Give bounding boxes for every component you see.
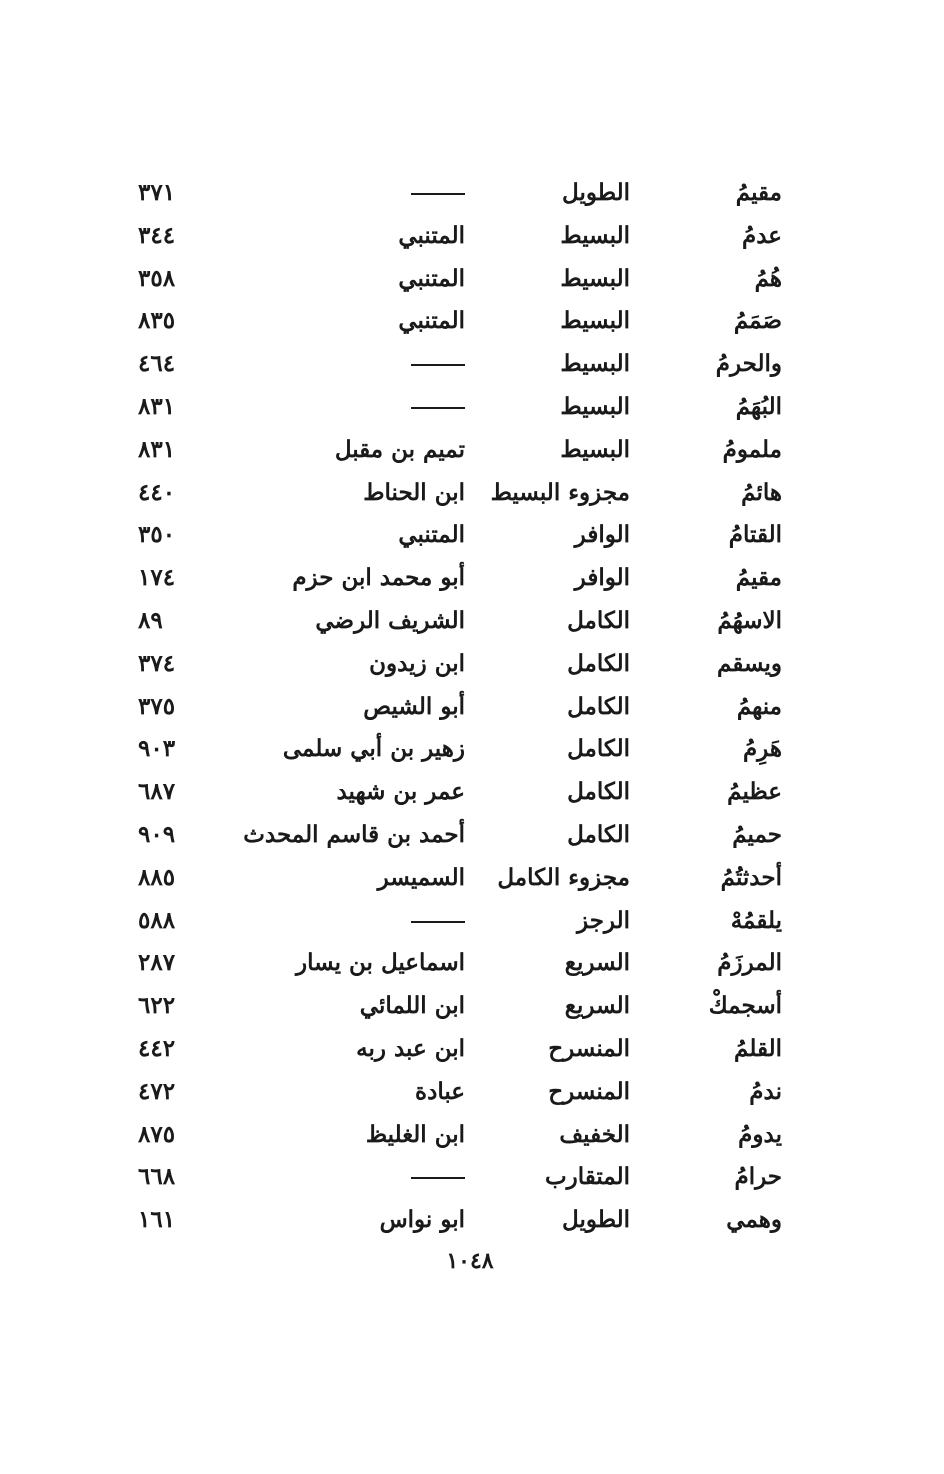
unknown-poet-dash: [411, 193, 465, 195]
page-reference: ٣٥٨: [138, 264, 176, 292]
page-reference: ٣٥٠: [138, 521, 176, 549]
poet-name: ابن عبد ربه: [356, 1034, 465, 1062]
meter-name: الطويل: [562, 179, 630, 206]
rhyme-word: ندمُ: [749, 1077, 782, 1105]
page-reference: ٨٣٥: [138, 307, 176, 335]
table-row: [120, 942, 800, 985]
meter-name: الرجز: [577, 906, 630, 934]
meter-name: الكامل: [567, 606, 630, 634]
poet-name: [235, 172, 465, 215]
page-reference: ٣٧٥: [138, 692, 176, 720]
poet-name: ابن زيدون: [369, 649, 465, 677]
page-reference: ٨٨٥: [138, 863, 176, 891]
meter-name: البسيط: [560, 307, 630, 335]
page-reference: ٢٨٧: [138, 949, 176, 977]
table-row: [120, 686, 800, 729]
table-row: [120, 1199, 800, 1242]
rhyme-word: القتامُ: [728, 521, 782, 549]
poet-name: [235, 1156, 465, 1199]
poet-name: [235, 900, 465, 943]
page-reference: ١٦١: [138, 1206, 176, 1234]
rhyme-word: المرزَمُ: [717, 949, 782, 977]
meter-name: البسيط: [560, 221, 630, 249]
meter-name: الوافر: [574, 521, 630, 549]
page-reference: ٨٣١: [138, 435, 176, 463]
table-row: [120, 1156, 800, 1199]
meter-name: الطويل: [562, 1206, 630, 1234]
rhyme-word: أحدثتُمُ: [720, 863, 782, 891]
table-row: [120, 600, 800, 643]
page-reference: ٤٤٢: [138, 1034, 176, 1062]
unknown-poet-dash: [411, 364, 465, 366]
rhyme-word: والحرمُ: [715, 350, 782, 378]
table-row: [120, 215, 800, 258]
page-reference: ٦٦٨: [138, 1163, 176, 1191]
poet-name: المتنبي: [398, 221, 465, 249]
page-reference: ٩٠٣: [138, 735, 176, 763]
meter-name: البسيط: [560, 264, 630, 292]
poet-name: ابو نواس: [379, 1206, 465, 1234]
rhyme-index-table: [120, 172, 800, 1242]
meter-name: مجزوء الكامل: [497, 863, 630, 891]
table-row: [120, 514, 800, 557]
table-row: [120, 728, 800, 771]
table-row: [120, 857, 800, 900]
poet-name: تميم بن مقبل: [334, 435, 465, 463]
poet-name: عمر بن شهيد: [336, 778, 465, 806]
poet-name: السميسر: [377, 863, 465, 891]
meter-name: المنسرح: [548, 1034, 630, 1062]
poet-name: أبو محمد ابن حزم: [292, 564, 465, 592]
poet-name: ابن الغليظ: [365, 1120, 465, 1148]
poet-name: اسماعيل بن يسار: [295, 949, 465, 977]
poet-name: زهير بن أبي سلمى: [282, 735, 465, 763]
meter-name: البسيط: [560, 435, 630, 463]
rhyme-word: ويسقم: [717, 649, 782, 677]
poet-name: أبو الشيص: [363, 692, 465, 720]
page-reference: ٩٠٩: [138, 820, 176, 848]
meter-name: السريع: [564, 992, 630, 1020]
table-row: [120, 300, 800, 343]
meter-name: الكامل: [567, 692, 630, 720]
rhyme-word: ملمومُ: [722, 435, 782, 463]
meter-name: الكامل: [567, 735, 630, 763]
meter-name: الكامل: [567, 820, 630, 848]
page-reference: ٨٩: [138, 606, 163, 634]
page-reference: ٦٨٧: [138, 778, 176, 806]
rhyme-word: حرامُ: [734, 1163, 782, 1191]
rhyme-word: وهمي: [726, 1206, 782, 1234]
table-row: [120, 386, 800, 429]
page-reference: ٨٣١: [138, 392, 176, 420]
page-reference: ٤٧٢: [138, 1077, 176, 1105]
rhyme-word: البُهَمُ: [735, 392, 782, 420]
rhyme-word: منهمُ: [736, 692, 782, 720]
page-reference: ٤٤٠: [138, 478, 176, 506]
poet-name: [235, 386, 465, 429]
table-row: [120, 900, 800, 943]
meter-name: الخفيف: [559, 1120, 630, 1148]
page-reference: ٣٧١: [138, 179, 176, 206]
unknown-poet-dash: [411, 921, 465, 923]
table-row: [120, 1114, 800, 1157]
table-row: [120, 172, 800, 215]
table-row: [120, 258, 800, 301]
rhyme-word: يدومُ: [738, 1120, 782, 1148]
meter-name: البسيط: [560, 392, 630, 420]
rhyme-word: القلمُ: [734, 1034, 782, 1062]
meter-name: الكامل: [567, 778, 630, 806]
meter-name: الكامل: [567, 649, 630, 677]
page-number: ١٠٤٨: [446, 1248, 494, 1274]
poet-name: المتنبي: [398, 521, 465, 549]
page-reference: ٨٧٥: [138, 1120, 176, 1148]
poet-name: عبادة: [415, 1077, 465, 1105]
table-row: [120, 429, 800, 472]
meter-name: البسيط: [560, 350, 630, 378]
poet-name: الشريف الرضي: [315, 606, 465, 634]
rhyme-word: يلقمُهْ: [730, 906, 782, 934]
page-reference: ١٧٤: [138, 564, 176, 592]
rhyme-word: هُمُ: [754, 264, 782, 292]
table-row: [120, 814, 800, 857]
table-row: [120, 643, 800, 686]
poet-name: المتنبي: [398, 264, 465, 292]
unknown-poet-dash: [411, 1177, 465, 1179]
table-row: [120, 1071, 800, 1114]
poet-name: ابن الحناط: [363, 478, 465, 506]
rhyme-word: مقيمُ: [735, 179, 782, 206]
table-row: [120, 557, 800, 600]
table-row: [120, 771, 800, 814]
rhyme-word: صَمَمُ: [733, 307, 782, 335]
rhyme-word: هائمُ: [741, 478, 782, 506]
rhyme-word: عدمُ: [741, 221, 782, 249]
page-reference: ٣٤٤: [138, 221, 176, 249]
rhyme-word: حميمُ: [732, 820, 782, 848]
rhyme-word: أسجمكْ: [708, 992, 782, 1020]
meter-name: الوافر: [574, 564, 630, 592]
page-reference: ٣٧٤: [138, 649, 176, 677]
rhyme-word: مقيمُ: [735, 564, 782, 592]
table-row: [120, 1028, 800, 1071]
table-row: [120, 343, 800, 386]
poet-name: ابن اللمائي: [359, 992, 465, 1020]
meter-name: السريع: [564, 949, 630, 977]
page-reference: ٦٢٢: [138, 992, 176, 1020]
rhyme-word: عظيمُ: [727, 778, 782, 806]
unknown-poet-dash: [411, 407, 465, 409]
meter-name: المنسرح: [548, 1077, 630, 1105]
poet-name: المتنبي: [398, 307, 465, 335]
page-reference: ٥٨٨: [138, 906, 176, 934]
table-row: [120, 472, 800, 515]
rhyme-word: هَرِمُ: [742, 735, 782, 763]
meter-name: المتقارب: [544, 1163, 630, 1191]
rhyme-word: الاسهُمُ: [717, 606, 782, 634]
page-reference: ٤٦٤: [138, 350, 176, 378]
table-row: [120, 985, 800, 1028]
poet-name: [235, 343, 465, 386]
meter-name: مجزوء البسيط: [490, 478, 630, 506]
poet-name: أحمد بن قاسم المحدث: [243, 820, 465, 848]
